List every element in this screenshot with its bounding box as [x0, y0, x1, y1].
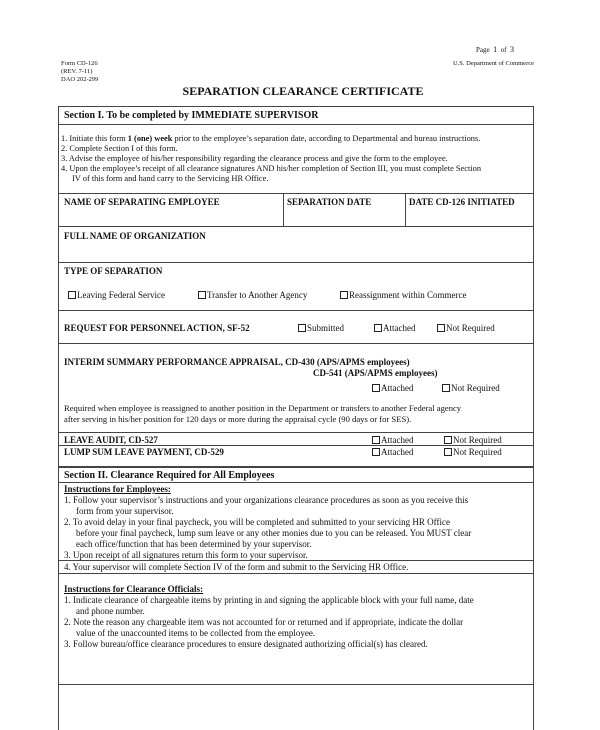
checkbox[interactable] [372, 436, 380, 444]
interim-note-2: after serving in his/her position for 120 days or more during the appraisal cycle (90 days or for SES). [64, 414, 412, 424]
divider [58, 432, 534, 433]
page-label: Page [476, 46, 490, 54]
checkbox[interactable] [198, 291, 206, 299]
form-id-1: Form CD-126 [61, 60, 98, 67]
organization-label: FULL NAME OF ORGANIZATION [64, 231, 206, 241]
page-of: of [500, 46, 507, 54]
employee-instructions-heading: Instructions for Employees: [64, 484, 171, 494]
date-initiated-field[interactable] [408, 209, 530, 223]
checkbox[interactable] [340, 291, 348, 299]
official-instr-3: 3. Follow bureau/office clearance procedures to ensure designated authorizing official(s) has cleared. [64, 639, 428, 649]
page-current: 1 [493, 45, 498, 54]
lump-sum-label: LUMP SUM LEAVE PAYMENT, CD-529 [64, 447, 224, 457]
interim-appraisal-label-2: CD-541 (APS/APMS employees) [313, 368, 438, 378]
divider [405, 193, 406, 226]
official-instructions-heading: Instructions for Clearance Officials: [64, 584, 204, 594]
interim-attached[interactable]: Attached [372, 383, 413, 394]
form-id-2: (REV. 7-11) [61, 68, 93, 75]
option-leaving-federal[interactable]: Leaving Federal Service [68, 290, 165, 301]
divider [58, 310, 534, 311]
checkbox[interactable] [68, 291, 76, 299]
date-initiated-label: DATE CD-126 INITIATED [409, 197, 515, 207]
option-reassignment[interactable]: Reassignment within Commerce [340, 290, 466, 301]
divider [58, 343, 534, 344]
divider [58, 466, 534, 468]
separation-date-field[interactable] [286, 209, 402, 223]
checkbox[interactable] [374, 324, 382, 332]
divider [58, 573, 534, 574]
divider [58, 193, 534, 194]
divider [283, 193, 284, 226]
option-transfer-agency[interactable]: Transfer to Another Agency [198, 290, 307, 301]
page-title: SEPARATION CLEARANCE CERTIFICATE [182, 84, 424, 98]
divider [58, 560, 534, 561]
rpa-attached[interactable]: Attached [374, 323, 415, 334]
employee-instr-2b: before your final paycheck, lump sum leave or any other monies due to you can be released. You MUST clear [76, 528, 472, 538]
checkbox[interactable] [444, 448, 452, 456]
interim-not-required[interactable]: Not Required [442, 383, 500, 394]
rpa-label: REQUEST FOR PERSONNEL ACTION, SF-52 [64, 323, 250, 333]
page-total: 3 [509, 45, 514, 54]
organization-field[interactable] [62, 243, 530, 259]
interim-note-1: Required when employee is reassigned to another position in the Department or transfers to another Federal agency [64, 403, 462, 413]
section1-heading: Section I. To be completed by IMMEDIATE SUPERVISOR [64, 110, 319, 121]
official-instr-2b: value of the unaccounted items to be collected from the employee. [76, 628, 316, 638]
leave-audit-not-required[interactable]: Not Required [444, 435, 502, 446]
separation-date-label: SEPARATION DATE [287, 197, 372, 207]
interim-appraisal-label: INTERIM SUMMARY PERFORMANCE APPRAISAL, CD-430 (APS/APMS employees) [64, 357, 410, 367]
section1-instr-4b: IV of this form and hand carry to the Servicing HR Office. [72, 174, 269, 183]
leave-audit-label: LEAVE AUDIT, CD-527 [64, 435, 158, 445]
department-label: U.S. Department of Commerce [452, 60, 534, 67]
official-instr-1a: 1. Indicate clearance of chargeable items by printing in and signing the applicable block with your full name, date [64, 595, 474, 605]
employee-name-label: NAME OF SEPARATING EMPLOYEE [64, 197, 220, 207]
divider [58, 262, 534, 263]
form-id-3: DAO 202-299 [61, 76, 99, 83]
checkbox[interactable] [442, 384, 450, 392]
checkbox[interactable] [298, 324, 306, 332]
separation-type-label: TYPE OF SEPARATION [64, 266, 163, 276]
section1-instr-1: 1. Initiate this form 1 (one) week prior to the employee’s separation date, according to Departmental and bureau instructions. [61, 134, 481, 143]
official-instr-1b: and phone number. [76, 606, 145, 616]
checkbox[interactable] [444, 436, 452, 444]
employee-instr-2c: each office/function that has been determined by your supervisor. [76, 539, 312, 549]
divider [58, 482, 534, 483]
employee-instr-3: 3. Upon receipt of all signatures return this form to your supervisor. [64, 550, 308, 560]
lump-sum-not-required[interactable]: Not Required [444, 447, 502, 458]
divider [58, 445, 534, 446]
employee-instr-1b: form from your supervisor. [76, 506, 174, 516]
employee-instr-4: 4. Your supervisor will complete Section IV of the form and submit to the Servicing HR Office. [64, 562, 409, 572]
page-number [476, 46, 514, 54]
employee-instr-2a: 2. To avoid delay in your final paycheck, you will be completed and submitted to your servicing HR Office [64, 517, 450, 527]
section1-instr-4a: 4. Upon the employee’s receipt of all clearance signatures AND his/her completion of Section III, you must complete Section [61, 164, 482, 173]
divider [58, 226, 534, 227]
lump-sum-attached[interactable]: Attached [372, 447, 413, 458]
rpa-not-required[interactable]: Not Required [437, 323, 495, 334]
employee-instr-1a: 1. Follow your supervisor’s instructions and your organizations clearance procedures as soon as you receive this [64, 495, 469, 505]
official-instr-2a: 2. Note the reason any chargeable item was not accounted for or returned and if appropriate, indicate the dollar [64, 617, 464, 627]
section1-instr-2: 2. Complete Section I of this form. [61, 144, 178, 153]
checkbox[interactable] [372, 384, 380, 392]
divider [58, 684, 534, 685]
checkbox[interactable] [437, 324, 445, 332]
divider [58, 124, 534, 125]
section1-instr-3: 3. Advise the employee of his/her responsibility regarding the clearance process and give the form to the employee. [61, 154, 448, 163]
employee-name-field[interactable] [62, 209, 280, 223]
checkbox[interactable] [372, 448, 380, 456]
rpa-submitted[interactable]: Submitted [298, 323, 344, 334]
section2-heading: Section II. Clearance Required for All Employees [64, 470, 275, 481]
leave-audit-attached[interactable]: Attached [372, 435, 413, 446]
